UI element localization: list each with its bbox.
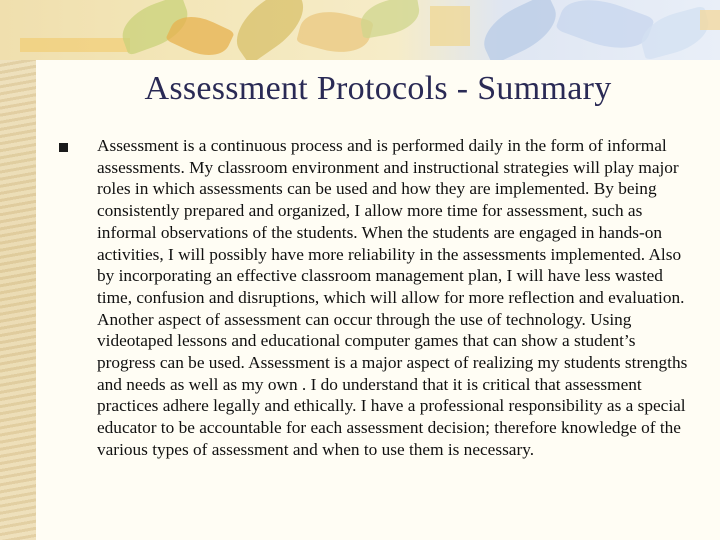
banner-swatch (700, 10, 720, 30)
leaf-decoration (555, 0, 655, 60)
top-decorative-banner (0, 0, 720, 60)
banner-swatch (20, 38, 130, 52)
slide-title: Assessment Protocols - Summary (144, 70, 612, 107)
bullet-square-icon (59, 143, 68, 152)
left-decorative-strip (0, 0, 36, 540)
leaf-decoration (358, 0, 423, 39)
banner-swatch (430, 6, 470, 46)
bullet-paragraph: Assessment is a continuous process and is performed daily in the form of informal assessments. My classroom environment and instructional strategies will play major roles in which assessments can be used and how they are implemented. By being consistently prepared and organized, I allow more time for assessment, such as informal observations of the students. When the students are engaged in hands-on activities, I will possibly have more reliability in the assessments implemented. Also by incorporating an effective classroom management plan, I will have less wasted time, confusion and disruptions, which will allow for more reflection and evaluation. Another aspect of assessment can occur through the use of technology. Using videotaped lessons and educational computer games that can show a student’s progress can be used. Assessment is a major aspect of realizing my students strengths and needs as well as my own . I do understand that it is critical that assessment practices adhere legally and ethically. I have a professional responsibility as a special educator to be accountable for each assessment decision; therefore knowledge of the various types of assessment and when to use them is necessary. (97, 136, 688, 459)
leaf-decoration (475, 0, 565, 60)
